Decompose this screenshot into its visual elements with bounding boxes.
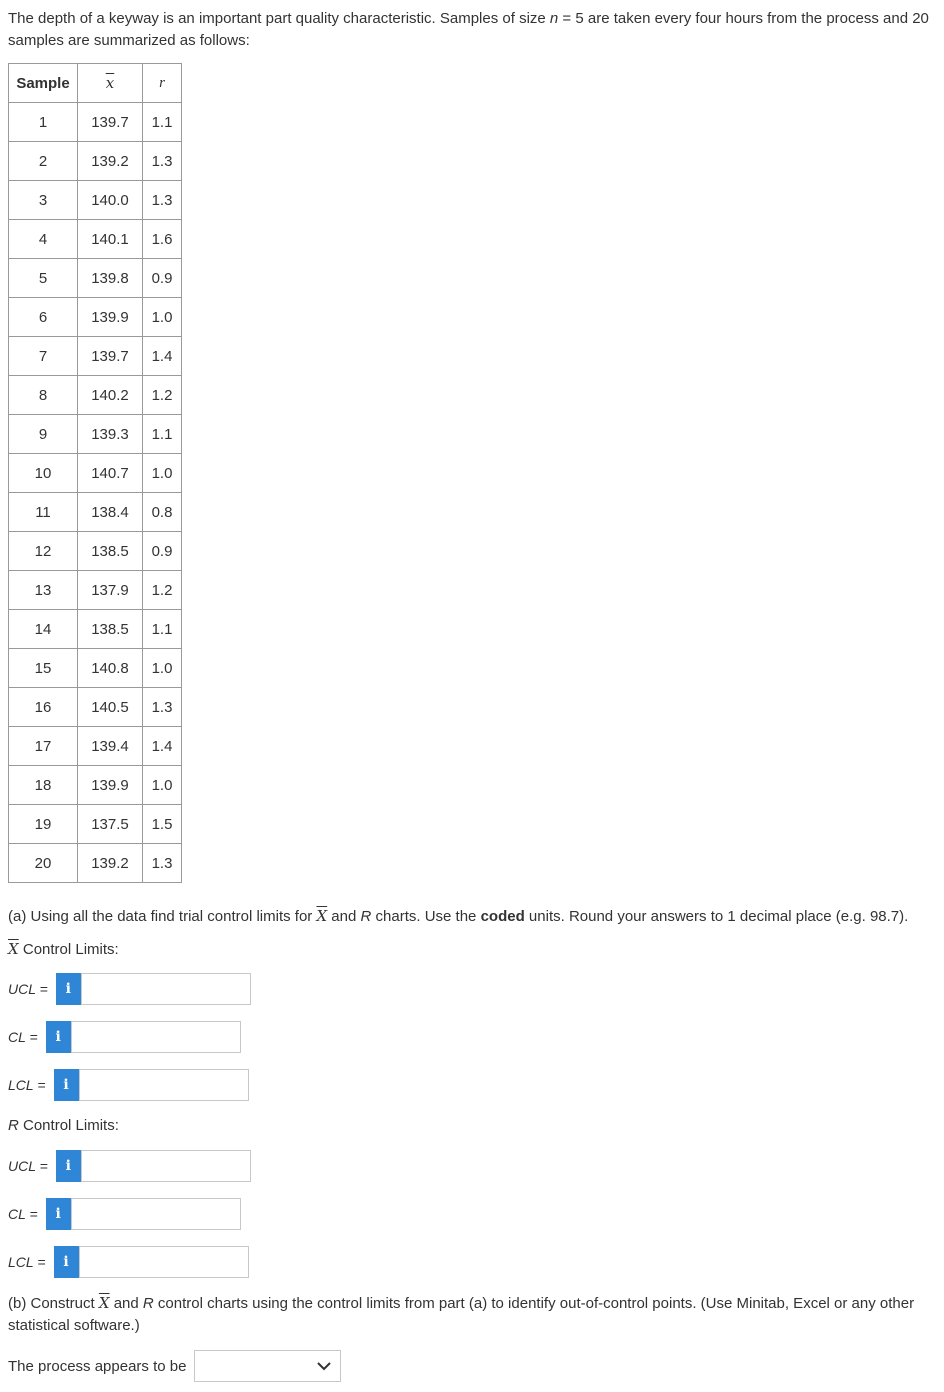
- x-cl-label: CL =: [8, 1029, 38, 1045]
- r-ucl-row: [8, 1149, 251, 1183]
- info-icon[interactable]: i: [46, 1198, 71, 1230]
- intro-n-symbol: n: [549, 10, 559, 27]
- table-row: [9, 142, 182, 181]
- cell-xbar: 139.2: [78, 844, 143, 883]
- cell-xbar: 140.5: [78, 688, 143, 727]
- cell-xbar: 137.9: [78, 571, 143, 610]
- sample-data-table: [8, 63, 182, 883]
- process-state-label: The process appears to be: [8, 1357, 187, 1375]
- cell-sample: 12: [9, 532, 78, 571]
- xbar-symbol: $\overline{X}$: [98, 1294, 110, 1312]
- table-row: [9, 766, 182, 805]
- cell-r: 1.0: [143, 454, 182, 493]
- cell-r: 1.0: [143, 298, 182, 337]
- xbar-symbol: $\overline{x}$: [105, 74, 115, 92]
- cell-r: 1.3: [143, 142, 182, 181]
- info-icon[interactable]: i: [46, 1021, 71, 1053]
- r-lcl-input[interactable]: [79, 1246, 249, 1278]
- cell-xbar: 140.7: [78, 454, 143, 493]
- x-ucl-row: [8, 972, 251, 1006]
- info-icon[interactable]: i: [54, 1069, 79, 1101]
- cell-sample: 6: [9, 298, 78, 337]
- table-row: [9, 181, 182, 220]
- part-a-text-1: (a) Using all the data find trial control limits for: [8, 908, 317, 925]
- cell-r: 1.3: [143, 688, 182, 727]
- header-xbar: [78, 64, 143, 103]
- r-symbol: R: [142, 1295, 154, 1312]
- cell-xbar: 139.7: [78, 103, 143, 142]
- part-b-text-1: (b) Construct: [8, 1295, 99, 1312]
- r-lcl-label: LCL =: [8, 1254, 46, 1270]
- problem-statement: [8, 8, 938, 52]
- part-b-instructions: [8, 1292, 933, 1337]
- cell-sample: 2: [9, 142, 78, 181]
- cell-r: 0.8: [143, 493, 182, 532]
- r-cl-label: CL =: [8, 1206, 38, 1222]
- x-control-limits-heading: [8, 938, 119, 961]
- table-row: [9, 571, 182, 610]
- cell-xbar: 138.5: [78, 532, 143, 571]
- cell-r: 1.5: [143, 805, 182, 844]
- cell-sample: 5: [9, 259, 78, 298]
- r-cl-input[interactable]: [71, 1198, 241, 1230]
- table-row: [9, 532, 182, 571]
- header-r: [143, 64, 182, 103]
- part-a-text-3: charts. Use the: [371, 908, 481, 925]
- cell-xbar: 139.9: [78, 298, 143, 337]
- r-control-limits-heading: [8, 1115, 119, 1137]
- x-lcl-label: LCL =: [8, 1077, 46, 1093]
- r-symbol: r: [159, 75, 165, 91]
- part-a-text-2: and: [327, 908, 361, 925]
- cell-sample: 19: [9, 805, 78, 844]
- table-row: [9, 649, 182, 688]
- cell-xbar: 139.3: [78, 415, 143, 454]
- cell-r: 1.1: [143, 610, 182, 649]
- table-row: [9, 415, 182, 454]
- table-row: [9, 844, 182, 883]
- cell-r: 1.6: [143, 220, 182, 259]
- table-row: [9, 805, 182, 844]
- cell-xbar: 140.2: [78, 376, 143, 415]
- cell-sample: 7: [9, 337, 78, 376]
- cell-r: 1.1: [143, 103, 182, 142]
- r-ucl-input[interactable]: [81, 1150, 251, 1182]
- r-ucl-label: UCL =: [8, 1158, 48, 1174]
- part-b-text-3: control charts using the control limits from part (a) to identify out-of-control points. (Use Minitab, Excel or any other statistical software.): [8, 1295, 915, 1334]
- cell-xbar: 139.4: [78, 727, 143, 766]
- cell-r: 1.3: [143, 844, 182, 883]
- part-a-text-4: units. Round your answers to 1 decimal place (e.g. 98.7).: [524, 908, 909, 925]
- table-row: [9, 454, 182, 493]
- cell-sample: 9: [9, 415, 78, 454]
- cell-xbar: 140.0: [78, 181, 143, 220]
- table-row: [9, 688, 182, 727]
- table-row: [9, 259, 182, 298]
- cell-r: 1.4: [143, 727, 182, 766]
- cell-xbar: 140.1: [78, 220, 143, 259]
- x-limits-title: Control Limits:: [18, 941, 119, 958]
- info-icon[interactable]: i: [54, 1246, 79, 1278]
- r-lcl-row: [8, 1245, 249, 1279]
- cell-r: 0.9: [143, 532, 182, 571]
- xbar-symbol: $\overline{X}$: [8, 940, 19, 958]
- table-row: [9, 103, 182, 142]
- intro-text-a: The depth of a keyway is an important part quality characteristic. Samples of size: [8, 10, 550, 27]
- cell-r: 1.3: [143, 181, 182, 220]
- r-symbol: R: [360, 908, 372, 925]
- table-row: [9, 376, 182, 415]
- process-state-dropdown[interactable]: [194, 1350, 341, 1382]
- info-icon[interactable]: i: [56, 1150, 81, 1182]
- cell-xbar: 139.9: [78, 766, 143, 805]
- cell-sample: 16: [9, 688, 78, 727]
- cell-sample: 15: [9, 649, 78, 688]
- x-lcl-input[interactable]: [79, 1069, 249, 1101]
- cell-r: 0.9: [143, 259, 182, 298]
- table-row: [9, 493, 182, 532]
- x-cl-row: [8, 1020, 241, 1054]
- cell-sample: 8: [9, 376, 78, 415]
- cell-xbar: 140.8: [78, 649, 143, 688]
- cell-sample: 14: [9, 610, 78, 649]
- x-ucl-label: UCL =: [8, 981, 48, 997]
- cell-r: 1.2: [143, 571, 182, 610]
- x-lcl-row: [8, 1068, 249, 1102]
- cell-xbar: 138.4: [78, 493, 143, 532]
- cell-sample: 13: [9, 571, 78, 610]
- table-row: [9, 610, 182, 649]
- cell-r: 1.2: [143, 376, 182, 415]
- table-row: [9, 727, 182, 766]
- cell-sample: 18: [9, 766, 78, 805]
- r-symbol: R: [8, 1117, 19, 1134]
- header-sample: Sample: [9, 64, 78, 103]
- xbar-symbol: $\overline{X}$: [316, 907, 328, 925]
- r-limits-title: Control Limits:: [18, 1117, 119, 1134]
- cell-xbar: 139.7: [78, 337, 143, 376]
- table-row: [9, 298, 182, 337]
- cell-sample: 17: [9, 727, 78, 766]
- process-state-row: [8, 1350, 341, 1382]
- x-cl-input[interactable]: [71, 1021, 241, 1053]
- cell-sample: 20: [9, 844, 78, 883]
- cell-r: 1.0: [143, 649, 182, 688]
- table-row: [9, 220, 182, 259]
- coded-emphasis: coded: [480, 908, 525, 925]
- cell-sample: 11: [9, 493, 78, 532]
- cell-sample: 10: [9, 454, 78, 493]
- table-row: [9, 337, 182, 376]
- cell-xbar: 139.8: [78, 259, 143, 298]
- x-ucl-input[interactable]: [81, 973, 251, 1005]
- cell-sample: 4: [9, 220, 78, 259]
- r-cl-row: [8, 1197, 241, 1231]
- cell-r: 1.0: [143, 766, 182, 805]
- cell-r: 1.1: [143, 415, 182, 454]
- part-a-instructions: [8, 905, 908, 928]
- intro-text-b: = 5 are taken every four hours from the process and 20 samples are summarized as follows:: [8, 10, 929, 49]
- info-icon[interactable]: i: [56, 973, 81, 1005]
- table-header-row: [9, 64, 182, 103]
- cell-r: 1.4: [143, 337, 182, 376]
- cell-xbar: 139.2: [78, 142, 143, 181]
- part-b-text-2: and: [109, 1295, 143, 1312]
- cell-xbar: 137.5: [78, 805, 143, 844]
- cell-sample: 3: [9, 181, 78, 220]
- chevron-down-icon: [316, 1358, 332, 1374]
- cell-xbar: 138.5: [78, 610, 143, 649]
- cell-sample: 1: [9, 103, 78, 142]
